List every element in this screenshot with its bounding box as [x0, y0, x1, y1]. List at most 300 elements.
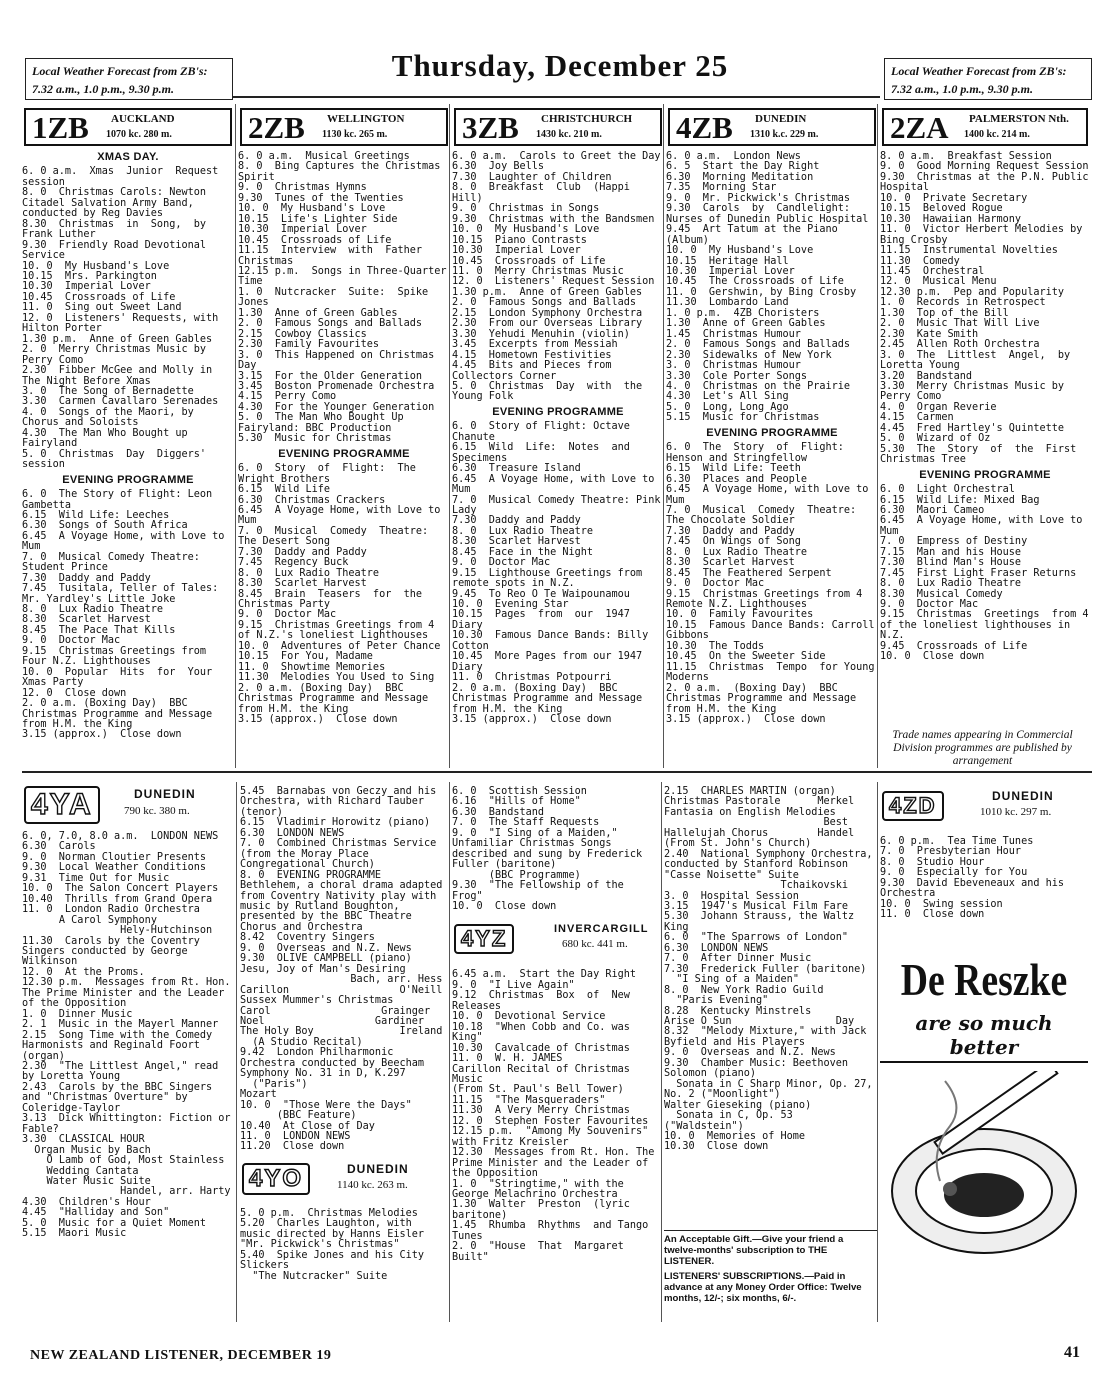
program-item: Hely-Hutchinson [22, 925, 213, 937]
program-item: 1. 0 p.m. 4ZB Choristers [666, 307, 820, 319]
program-item: 11.45 Orchestral [880, 265, 985, 277]
program-item: 9. 0 Christmas Hymns [238, 182, 367, 194]
evening-item: 7.15 Man and his House [880, 546, 1022, 558]
program-item: 5. 0 Long, Long Ago [666, 401, 789, 413]
program-item: 9.30 Christmas at the P.N. Public Hospital [880, 171, 1095, 194]
evening-item: 11.15 Christmas Tempo for Young Moderns [666, 661, 881, 684]
evening-item: 7. 0 Empress of Destiny [880, 536, 1028, 548]
evening-item: 6. 0 Story of Flight: The Wright Brothers [238, 463, 423, 485]
evening-item: 10.15 Famous Dance Bands: Carroll Gibbons [666, 619, 881, 642]
program-item: Bethlehem, a choral drama adapted from Coventry Nativity play with music by Rutland Boughton, presented by the BBC Theatre Chorus and Orchestra [240, 880, 449, 933]
program-item: 2. 0 Famous Songs and Ballads [666, 339, 851, 351]
program-item: 9. 0 Mr. Pickwick's Christmas [666, 192, 851, 204]
evening-programme-heading: EVENING PROGRAMME [278, 447, 410, 460]
program-item: (A Studio Recital) [240, 1036, 363, 1048]
evening-item: 8.30 Scarlet Harvest [22, 614, 151, 626]
program-item: 3.30 Carmen Cavallaro Serenades [22, 396, 219, 408]
program-item: 10. 0 My Husband's Love [22, 260, 170, 272]
evening-item: 9. 0 Doctor Mac [452, 557, 551, 569]
station-city: AUCKLAND [111, 113, 175, 125]
station-call: 1ZB [32, 110, 89, 145]
col-mid [240, 787, 448, 1282]
program-item: 8. 0 Studio Hour [880, 856, 985, 868]
program-item: 1.30 p.m. Anne of Green Gables [452, 286, 643, 298]
page-number: 41 [1064, 1344, 1080, 1361]
station-city: DUNEDIN [755, 113, 807, 125]
program-item: Carol Grainger [240, 1005, 431, 1017]
evening-item: 8.45 The Feathered Serpent [666, 567, 832, 579]
program-item: 10.30 Imperial Lover [238, 224, 367, 236]
station-header-2za [882, 108, 1088, 146]
program-item: "I Sing of a Maiden" [664, 974, 799, 986]
evening-item: 11. 0 Showtime Memories [238, 661, 386, 673]
program-item: 2. 0 Music That Will Live [880, 318, 1040, 330]
page-title: Thursday, December 25 [391, 48, 729, 83]
program-item: 10.30 Hawaiian Harmony [880, 213, 1022, 225]
program-item: 10. 0 "Those Were the Days" [240, 1099, 412, 1111]
station-column-1zb [22, 108, 234, 741]
evening-item: 3.15 (approx.) Close down [238, 714, 398, 726]
program-item: 2.43 Carols by the BBC Singers and "Christmas Overture" by Coleridge-Taylor [22, 1081, 219, 1114]
program-item: 10. 0 Devotional Service [452, 1011, 606, 1023]
evening-item: 7.30 Daddy and Paddy [452, 515, 581, 527]
evening-item: 7. 0 Musical Comedy Theatre: The Chocolate Soldier [666, 504, 863, 527]
evening-item: 7.45 First Light Fraser Returns [880, 567, 1077, 579]
program-item: 8. 0 a.m. Breakfast Session [880, 151, 1052, 162]
program-item: 8.28 Kentucky Minstrels [664, 1005, 812, 1017]
ad-subscription-text: LISTENERS' SUBSCRIPTIONS.—Paid in advance at any Money Order Office: Twelve months, 12/-; six months, 6/-. [664, 1271, 862, 1304]
column-divider [877, 104, 878, 768]
station-column-2zb [238, 108, 453, 726]
program-item: ("Paris") Mozart [240, 1078, 412, 1101]
program-item: 10. 0 My Husband's Love [238, 203, 386, 215]
program-item: 3.15 For the Older Generation [238, 370, 423, 382]
cigarette-ashtray-icon [880, 1071, 1088, 1271]
program-item: 8. 0 Breakfast Club (Happi Hill) [452, 182, 637, 204]
program-item: 3.13 Dick Whittington: Fiction or Fable? [22, 1113, 237, 1135]
program-item: 3.45 Excerpts from Messiah [452, 339, 618, 351]
program-item: 6. 5 Start the Day Right [666, 161, 820, 173]
program-item: A Carol Symphony [22, 914, 157, 926]
program-item: 4. 0 Songs of the Maori, by Chorus and Soloists [22, 406, 200, 429]
program-item: 6.15 Vladimir Horowitz (piano) [240, 817, 431, 829]
station-call-4yo: 4YO [242, 1163, 310, 1195]
station-header-4zd [882, 791, 1086, 829]
program-item: 1.30 Anne of Green Gables [666, 318, 826, 330]
program-item: 11. 0 Close down [880, 909, 985, 921]
evening-item: 6.30 Maori Cameo [880, 504, 985, 516]
evening-item: 11.30 Melodies You Used to Sing [238, 672, 435, 684]
program-item: 5.30 Johann Strauss, the Waltz King [664, 911, 861, 933]
program-item: 10.30 Cavalcade of Christmas [452, 1042, 630, 1054]
program-item: 9.30 Chamber Music: Beethoven [664, 1057, 849, 1069]
program-item: 8. 0 Christmas Carols: Newton Citadel Salvation Army Band, conducted by Reg Davies [22, 187, 213, 220]
program-item: 9.30 Friendly Road Devotional Service [22, 239, 213, 262]
evening-item: 10.30 Famous Dance Bands: Billy Cotton [452, 630, 655, 652]
de-reszke-ad [880, 955, 1088, 1245]
program-item: 6.30 LONDON NEWS [240, 827, 345, 839]
station-freq-4ya: 790 kc. 380 m. [124, 805, 190, 817]
program-item: 10. 0 My Husband's Love [666, 245, 814, 257]
program-item: 10.30 Close down [664, 1141, 769, 1153]
program-item: Handel, arr. Harty [22, 1186, 231, 1198]
program-item: 6.30 Morning Meditation [666, 171, 814, 183]
evening-item: 10.45 More Pages from our 1947 Diary [452, 651, 649, 673]
program-item: 1. 0 Records in Retrospect [880, 297, 1046, 309]
col-c4 [664, 786, 879, 1153]
program-item: 10. 0 My Husband's Love [452, 224, 600, 236]
program-item: 2.30 Fibber McGee and Molly in The Night Before Xmas [22, 365, 219, 387]
program-item: 12.15 p.m. Songs in Three-Quarter Time [238, 265, 453, 288]
evening-item: 6.45 A Voyage Home, with Love to Mum [238, 504, 447, 527]
station-frequency: 1070 kc. 280 m. [106, 129, 172, 140]
program-item: 1.30 Walter Preston (lyric baritone) [452, 1199, 637, 1221]
program-item: 5.40 Spike Jones and his City Slickers [240, 1249, 431, 1272]
program-item: 9. 0 Christmas in Songs [452, 203, 600, 215]
program-item: 10.15 Life's Lighter Side [238, 213, 398, 225]
title-rule [232, 96, 880, 98]
evening-item: 8. 0 Lux Radio Theatre [880, 578, 1022, 590]
evening-item: 9.15 Christmas Greetings from 4 of the loneliest lighthouses in N.Z. [880, 609, 1095, 642]
program-item: 10. 0 Swing session [880, 898, 1003, 910]
program-item: 4.15 Perry Como [238, 391, 337, 403]
station-call: 2ZB [248, 110, 305, 145]
evening-item: 10. 0 Popular Hits for Your Xmas Party [22, 666, 219, 689]
col-4ya [22, 782, 237, 1240]
program-item: 5. 0 Christmas Day Diggers' session [22, 448, 213, 471]
program-item: 7. 0 Presbyterian Hour [880, 846, 1022, 858]
program-item: Symphony No. 31 in D, K.297 [240, 1068, 406, 1080]
program-item: 9.42 London Philharmonic Orchestra conducted by Beecham [240, 1047, 425, 1069]
evening-item: 6. 0 Light Orchestral [880, 484, 1015, 496]
program-item: 2.15 Cowboy Classics [238, 328, 367, 340]
program-item: 11.20 Close down [240, 1141, 345, 1153]
program-item: 12. 0 Stephen Foster Favourites [452, 1115, 649, 1127]
subscription-ad [664, 1230, 878, 1304]
program-item: 10.40 At Close of Day [240, 1120, 375, 1132]
program-item: 10. 0 Close down [452, 900, 557, 912]
column-divider [661, 782, 662, 1322]
evening-item: 2. 0 a.m. (Boxing Day) BBC Christmas Programme and Message from H.M. the King [666, 682, 863, 715]
program-item: 9. 0 Good Morning Request Session [880, 161, 1089, 173]
program-item: Jesu, Joy of Man's Desiring [240, 963, 406, 975]
program-item: Walter Gieseking (piano) [664, 1099, 812, 1111]
program-item: 5.30 The Story of the First Christmas Tree [880, 443, 1083, 466]
station-header-1zb [24, 108, 232, 146]
program-item: 8.42 Coventry Singers [240, 932, 375, 944]
station-city-4ya: DUNEDIN [134, 787, 196, 801]
program-item: (From St. John's Church) [664, 838, 812, 850]
program-item: 2. 0 Famous Songs and Ballads [238, 318, 423, 330]
program-item: 9.30 Carols by Candlelight: Nurses of Dunedin Public Hospital [666, 203, 869, 225]
evening-item: 12. 0 Close down [22, 687, 127, 699]
evening-item: 9. 0 Doctor Mac [238, 609, 337, 621]
footer: NEW ZEALAND LISTENER, DECEMBER 19 [30, 1348, 332, 1363]
program-item: 2.40 National Symphony Orchestra, conducted by Stanford Robinson [664, 848, 879, 871]
program-item: 2. 0 Famous Songs and Ballads [452, 297, 637, 309]
station-column-3zb [452, 108, 667, 726]
program-item: 5.20 Charles Laughton, with music directed by Hanns Eisler "Mr. Pickwick's Christmas" [240, 1218, 431, 1251]
evening-item: 6.45 A Voyage Home, with Love to Mum [666, 484, 875, 506]
evening-item: 6.15 Wild Life: Notes and Specimens [452, 442, 637, 464]
weather-left-line2: 7.32 a.m., 1.0 p.m., 9.30 p.m. [32, 82, 175, 96]
program-item: 4. 0 Christmas on the Prairie [666, 380, 851, 392]
program-item: 10.45 Crossroads of Life [22, 291, 176, 303]
program-item: 3. 0 The Littlest Angel, by Loretta Young [880, 349, 1077, 372]
evening-item: 8.45 Face in the Night [452, 546, 594, 558]
program-item: 12. 0 Listeners' Request Session [452, 276, 655, 288]
evening-item: 6. 0 Story of Flight: Octave Chanute [452, 421, 637, 443]
program-item: 8.30 Christmas in Song, by Frank Luther [22, 218, 213, 241]
program-item: 6. 0, 7.0, 8.0 a.m. LONDON NEWS [22, 831, 219, 842]
program-item: 1.45 Christmas Humour [666, 328, 801, 340]
station-frequency: 1130 kc. 265 m. [322, 129, 388, 140]
evening-item: 9. 0 Doctor Mac [666, 578, 765, 590]
program-item: Organ Music by Bach [22, 1144, 151, 1156]
evening-item: 7.30 Blind Man's House [880, 557, 1022, 569]
program-item: Bach, arr. Hess [240, 974, 443, 986]
program-item: 2.30 Kate Smith [880, 328, 979, 340]
evening-item: 9. 0 Doctor Mac [880, 599, 979, 611]
evening-item: 6.45 A Voyage Home, with Love to Mum [22, 530, 231, 553]
program-item: 6. 0 a.m. Musical Greetings [238, 151, 410, 162]
station-call-4yz: 4YZ [454, 924, 514, 954]
evening-item: 6.45 A Voyage Home, with Love to Mum [452, 473, 661, 496]
program-item: 12.30 Messages from Rt. Hon. The Prime Minister and the Leader of the Opposition [452, 1147, 661, 1180]
program-item: 2. 0 "House That Margaret Built" [452, 1241, 630, 1263]
program-item: 12. 0 At the Proms. [22, 966, 145, 978]
station-header-4zb [668, 108, 876, 146]
program-item: 5.15 Maori Music [22, 1228, 127, 1240]
program-item: 3.30 CLASSICAL HOUR [22, 1134, 145, 1146]
program-item: 8. 0 Bing Captures the Christmas Spirit [238, 161, 447, 183]
program-item: 4.30 Let's All Sing [666, 391, 789, 403]
program-item: 11. 0 London Radio Orchestra [22, 904, 200, 916]
program-item: 5. 0 Christmas Day with the Young Folk [452, 380, 649, 403]
column-divider [449, 782, 450, 1322]
evening-item: 8. 0 Lux Radio Theatre [452, 525, 594, 537]
trade-note: Trade names appearing in Commercial Division programmes are published by arrangement [892, 729, 1073, 767]
evening-item: 6.15 Wild Life: Teeth [666, 463, 801, 475]
program-item: 10.15 Piano Contrasts [452, 234, 587, 246]
evening-item: 6. 0 The Story of Flight: Leon Gambetta [22, 489, 219, 511]
program-item: Water Music Suite [22, 1175, 151, 1187]
evening-item: 8.45 The Pace That Kills [22, 624, 176, 636]
program-item: 1. 0 Dinner Music [22, 1008, 133, 1020]
station-call: 2ZA [890, 110, 949, 145]
program-item: 11.15 Interview with Father Christmas [238, 245, 429, 267]
program-item: Arise O Sun Day [664, 1015, 855, 1027]
evening-item: 10. 0 Close down [880, 651, 985, 663]
program-item: 9. 0 "I Sing of a Maiden," Unfamiliar Christmas Songs described and sung by Frederick Fuller (baritone) [452, 827, 649, 871]
program-item: 11.30 Carols by the Coventry Singers conducted by George Wilkinson [22, 935, 207, 968]
program-item: Fantasia on English Melodies [664, 806, 836, 818]
program-item: 9.30 David Ebeveneaux and his Orchestra [880, 877, 1071, 900]
program-item: 11.15 Instrumental Novelties [880, 245, 1058, 257]
program-item: 6.30 LONDON NEWS [664, 942, 769, 954]
program-item: 3.30 Merry Christmas Music by Perry Como [880, 380, 1071, 403]
program-item: (BBC Programme) [452, 869, 581, 881]
program-item: 1.30 Top of the Bill [880, 307, 1009, 319]
station-city-4yo: DUNEDIN [347, 1161, 409, 1176]
program-item: 11. 0 W. H. JAMES [452, 1053, 563, 1065]
program-item: 11. 0 Victor Herbert Melodies by Bing Crosby [880, 224, 1089, 246]
program-item: 5.15 Music for Christmas [666, 412, 820, 424]
evening-item: 7. 0 Musical Comedy Theatre: The Desert Song [238, 525, 435, 548]
station-city: PALMERSTON Nth. [969, 113, 1069, 125]
program-item: 12. 0 Listeners' Requests, with Hilton Porter [22, 312, 225, 335]
program-item: (BBC Feature) [240, 1110, 357, 1122]
program-item: 5. 0 Music for a Quiet Moment [22, 1217, 207, 1229]
evening-item: 8.30 Musical Comedy [880, 588, 1003, 600]
program-item: 4.30 For the Younger Generation [238, 401, 435, 413]
program-item: 6. 0 a.m. London News [666, 151, 801, 162]
station-frequency: 1430 kc. 210 m. [536, 129, 602, 140]
program-item: Best [664, 817, 849, 829]
program-item: 11. 0 Merry Christmas Music [452, 265, 624, 277]
evening-item: 6.15 Wild Life: Leeches [22, 509, 170, 521]
station-freq-4yz: 680 kc. 441 m. [562, 938, 628, 951]
ad-gift-text: An Acceptable Gift.—Give your friend a twelve-months' subscription to THE LISTENER. [664, 1230, 878, 1267]
evening-item: 8. 0 Lux Radio Theatre [22, 604, 164, 616]
program-item: 9.30 Local Weather Conditions [22, 862, 207, 874]
program-item: 2.15 London Symphony Orchestra [452, 307, 643, 319]
program-item: 6. 0 Scottish Session [452, 786, 587, 797]
program-item: 7.35 Morning Star [666, 182, 777, 194]
program-item: 1.30 p.m. Anne of Green Gables [22, 333, 213, 345]
program-item: 4.45 Fred Hartley's Quintette [880, 422, 1065, 434]
program-item: 7. 0 After Dinner Music [664, 953, 812, 965]
program-item: 10. 0 Private Secretary [880, 192, 1028, 204]
evening-item: 6.15 Wild Life [238, 484, 331, 496]
evening-item: 2. 0 a.m. (Boxing Day) BBC Christmas Programme and Message from H.M. the King [452, 682, 649, 715]
program-item: 10.45 The Crossroads of Life [666, 276, 844, 288]
program-item: 3. 0 The Song of Bernadette [22, 385, 194, 397]
program-item: 10.15 Mrs. Parkington [22, 270, 157, 282]
evening-item: 8. 0 Lux Radio Theatre [238, 567, 380, 579]
column-divider [235, 104, 236, 768]
evening-item: 10. 0 Family Favourites [666, 609, 814, 621]
program-item: 1.30 Anne of Green Gables [238, 307, 398, 319]
station-call: 4ZB [676, 110, 733, 145]
program-item: 10. 0 Memories of Home [664, 1130, 806, 1142]
program-item: O Lamb of God, Most Stainless [22, 1155, 225, 1167]
program-item: 3. 0 This Happened on Christmas Day [238, 349, 441, 372]
weather-box-left [25, 58, 233, 100]
program-item: 10.45 Crossroads of Life [238, 234, 392, 246]
program-item: 5. 0 The Man Who Bought Up Fairyland: BBC Production [238, 412, 410, 434]
program-item: Sonata in C, Op. 53 ("Waldstein") [664, 1110, 799, 1132]
evening-item: 6.30 Places and People [666, 473, 808, 485]
station-header-4ya [24, 786, 230, 824]
program-item: 7. 0 The Staff Requests [452, 817, 600, 829]
program-item: 6. 0 a.m. Carols to Greet the Day [452, 151, 661, 162]
evening-item: 6.45 A Voyage Home, with Love to Mum [880, 515, 1089, 537]
evening-item: 3.15 (approx.) Close down [452, 714, 612, 726]
program-item: 11. 0 LONDON NEWS [240, 1130, 351, 1142]
evening-item: 7. 0 Musical Comedy Theatre: Student Prince [22, 551, 207, 574]
program-item: 12. 0 Musical Menu [880, 276, 997, 288]
program-item: Tchaikovski [664, 880, 849, 892]
program-item: 3.30 Cole Porter Songs [666, 370, 808, 382]
program-item: 8. 0 New York Radio Guild [664, 984, 824, 996]
ad-slogan: are so much better [880, 1011, 1088, 1063]
program-item: 9.30 OLIVE CAMPBELL (piano) [240, 953, 412, 965]
program-item: 9. 0 Overseas and N.Z. News [240, 942, 412, 954]
program-item: 2. 0 Merry Christmas Music by Perry Como [22, 344, 213, 366]
program-list-4yo [240, 1209, 448, 1282]
program-item: 4.30 The Man Who Bought up Fairyland [22, 427, 194, 450]
evening-programme-heading: EVENING PROGRAMME [706, 426, 838, 439]
program-item: 7. 0 Combined Christmas Service (from the Moray Place Congregational Church) [240, 838, 443, 871]
station-frequency: 1310 k.c. 229 m. [750, 129, 819, 140]
section-divider [22, 771, 1092, 773]
program-item: "The Nutcracker" Suite [240, 1270, 388, 1282]
evening-item: 11. 0 Christmas Potpourri [452, 672, 612, 684]
program-item: 4.15 Hometown Festivities [452, 349, 612, 361]
station-header-4yo [242, 1163, 446, 1201]
program-item: 5.45 Barnabas von Geczy and his Orchestra, with Richard Tauber (tenor) [240, 786, 443, 818]
program-item: 6. 0 a.m. Xmas Junior Request session [22, 166, 225, 188]
evening-item: 2. 0 a.m. (Boxing Day) BBC Christmas Programme and Message from H.M. the King [22, 698, 219, 731]
program-item: 2.30 From our Overseas Library [452, 318, 643, 330]
program-item: 5. 0 Wizard of Oz [880, 433, 991, 445]
evening-item: 10.15 For You, Madame [238, 651, 373, 663]
evening-item: 10.45 On the Sweeter Side [666, 651, 826, 663]
evening-item: 6.30 Songs of South Africa [22, 520, 188, 532]
evening-item: 7. 0 Musical Comedy Theatre: Pink Lady [452, 494, 667, 516]
program-item: 10.15 Beloved Rogue [880, 203, 1003, 215]
program-item: 10.18 "When Cobb and Co. was King" [452, 1021, 637, 1044]
program-item: 5.30 Music for Christmas [238, 433, 392, 445]
program-item: 10.40 Thrills from Grand Opera [22, 893, 213, 905]
program-item: 9.30 Christmas with the Bandsmen [452, 213, 655, 225]
program-item: 3.30 Yehudi Menuhin (violin) [452, 328, 630, 340]
station-city-4yz: INVERCARGILL [554, 923, 649, 936]
program-item: Carillon O'Neill [240, 984, 443, 996]
program-list-4yz [452, 970, 660, 1263]
program-item: 11. 0 Gershwin, by Bing Crosby [666, 286, 857, 298]
program-item: 11.30 Comedy [880, 255, 960, 267]
program-item: 10.30 Imperial Lover [452, 245, 581, 257]
evening-item: 7.45 On Wings of Song [666, 536, 801, 548]
program-item: 6. 0 p.m. Tea Time Tunes [880, 836, 1034, 847]
program-item: 4.30 Children's Hour [22, 1196, 151, 1208]
weather-box-right [884, 58, 1092, 100]
station-column-2za [880, 108, 1095, 663]
evening-programme-heading: EVENING PROGRAMME [492, 405, 624, 418]
evening-item: 9. 0 Doctor Mac [22, 635, 121, 647]
evening-item: 8.30 Scarlet Harvest [238, 578, 367, 590]
program-item: 12.15 p.m. "Among My Souvenirs" with Fritz Kreisler [452, 1126, 655, 1148]
program-item: 3.15 1947's Musical Film Fare [664, 900, 849, 912]
station-call-4ya: 4YA [24, 786, 100, 824]
station-call-4zd: 4ZD [882, 791, 944, 821]
program-item: 6.16 "Hills of Home" [452, 796, 581, 808]
evening-item: 2. 0 a.m. (Boxing Day) BBC Christmas Programme and Message from H.M. the King [238, 682, 435, 715]
station-city: CHRISTCHURCH [541, 113, 633, 125]
station-header-4yz [454, 924, 658, 962]
col-4zd [880, 787, 1088, 921]
program-item: 2.30 "The Littlest Angel," read by Loretta Young [22, 1060, 225, 1083]
program-item: 10.45 Crossroads of Life [452, 255, 606, 267]
program-item: "Casse Noisette" Suite [664, 869, 799, 881]
program-item: 9.30 "The Fellowship of the Frog" [452, 880, 630, 902]
evening-item: 7.30 Daddy and Paddy [666, 525, 795, 537]
station-freq-4yo: 1140 kc. 263 m. [337, 1178, 408, 1191]
weather-right-line1: Local Weather Forecast from ZB's: [891, 64, 1067, 78]
program-item: 3.45 Boston Promenade Orchestra [238, 380, 435, 392]
